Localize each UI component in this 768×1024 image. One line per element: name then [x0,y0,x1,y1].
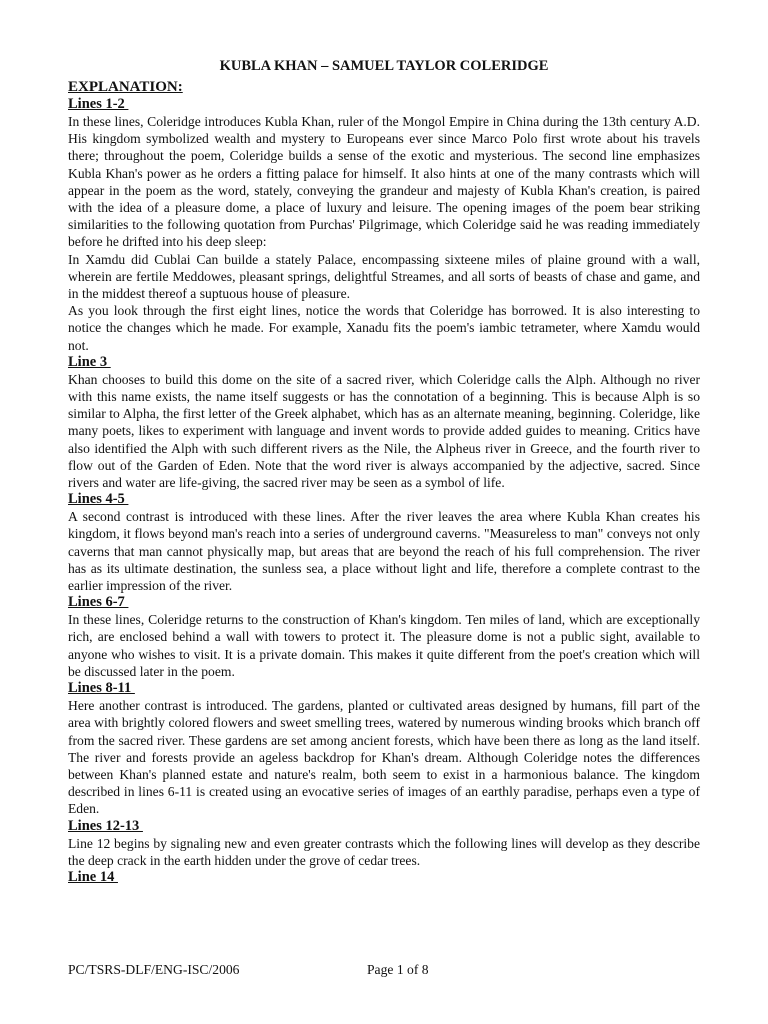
section-lines-1-2 [68,96,700,354]
section-line-3 [68,354,700,491]
paragraph: In these lines, Coleridge introduces Kubla Khan, ruler of the Mongol Empire in China during the 13th century A.D. His kingdom symbolized wealth and mystery to Europeans ever since Marco Polo first wrote about his travels there; throughout the poem, Coleridge builds a sense of the exotic and mysterious. The second line emphasizes Kubla Khan's power as he orders a fitting palace for himself. It also hints at one of the many contrasts which will appear in the poem as the word, stately, conveying the grandeur and majesty of Kubla Khan's creation, is paired with the idea of a pleasure dome, a place of luxury and leisure. The opening images of the poem bear striking similarities to the following quotation from Purchas' Pilgrimage, which Coleridge said he was reading immediately before he drifted into his deep sleep: [68,114,700,250]
paragraph: Here another contrast is introduced. The gardens, planted or cultivated areas designed by humans, fill part of the area with brightly colored flowers and sweet smelling trees, watered by numerous winding brooks which branch off from the sacred river. These gardens are set among ancient forests, which have been there as long as the land itself. The river and forests provide an ageless backdrop for Khan's dream. Although Coleridge notes the differences between Khan's planned estate and nature's realm, both seem to exist in a harmonious balance. The kingdom described in lines 6-11 is created using an evocative series of images of an earthly paradise, perhaps even a type of Eden. [68,698,700,817]
quotation-paragraph: In Xamdu did Cublai Can builde a stately Palace, encompassing sixteene miles of plaine ground with a wall, wherein are fertile Meddowes, pleasant springs, delightful Streames, and all sorts of beasts of chase and game, and in the middest thereof a suptuous house of pleasure. [68,251,700,302]
section-heading: Lines 12-13 [68,817,143,834]
section-lines-6-7 [68,594,700,680]
section-heading: Lines 4-5 [68,491,129,508]
section-lines-4-5 [68,491,700,594]
section-lines-12-13 [68,818,700,869]
section-heading: Lines 6-7 [68,594,129,611]
document-code: PC/TSRS-DLF/ENG-ISC/2006 [68,962,240,977]
section-heading: Line 3 [68,353,111,370]
paragraph: A second contrast is introduced with these lines. After the river leaves the area where Kubla Khan creates his kingdom, it flows beyond man's reach into a series of underground caverns. "Measureless to man" conveys not only caverns that man cannot physically map, but areas that are beyond the reach of his full comprehension. The river has as its ultimate destination, the sunless sea, a place without light and life, therefore a complete contrast to the earlier impression of the river. [68,509,700,594]
paragraph: In these lines, Coleridge returns to the construction of Khan's kingdom. Ten miles of land, which are exceptionally rich, are enclosed behind a wall with towers to protect it. The pleasure dome is not a public sight, available to anyone who wishes to visit. It is a private domain. This makes it quite different from the poet's creation which will be discussed later in the poem. [68,612,700,679]
page-number: Page 1 of 8 [367,962,429,977]
section-heading: Line 14 [68,868,118,885]
section-lines-8-11 [68,680,700,817]
section-heading: Lines 1-2 [68,96,129,112]
explanation-heading: EXPLANATION: [68,79,183,95]
section-line-14 [68,869,700,886]
document-title: KUBLA KHAN – SAMUEL TAYLOR COLERIDGE [219,58,549,74]
document-page [68,56,700,886]
paragraph: As you look through the first eight lines, notice the words that Coleridge has borrowed. It is also interesting to notice the changes which he made. For example, Xanadu fits the poem's iambic tetrameter, where Xamdu would not. [68,303,700,353]
paragraph: Khan chooses to build this dome on the site of a sacred river, which Coleridge calls the Alph. Although no river with this name exists, the name itself suggests or has the connotation of a beginning. This is because Alph is so similar to Alpha, the first letter of the Greek alphabet, which has as an alternate meaning, beginning. Coleridge, like many poets, likes to experiment with language and invent words to provide added guides to meaning. Critics have also identified the Alph with such different rivers as the Nile, the Alpheus river in Greece, and the fourth river to flow out of the Garden of Eden. Note that the word river is always accompanied by the adjective, sacred. Since rivers and water are life-giving, the sacred river may be seen as a symbol of life. [68,371,700,491]
section-heading: Lines 8-11 [68,680,135,697]
paragraph: Line 12 begins by signaling new and even greater contrasts which the following lines will develop as they describe the deep crack in the earth hidden under the grove of cedar trees. [68,835,700,868]
